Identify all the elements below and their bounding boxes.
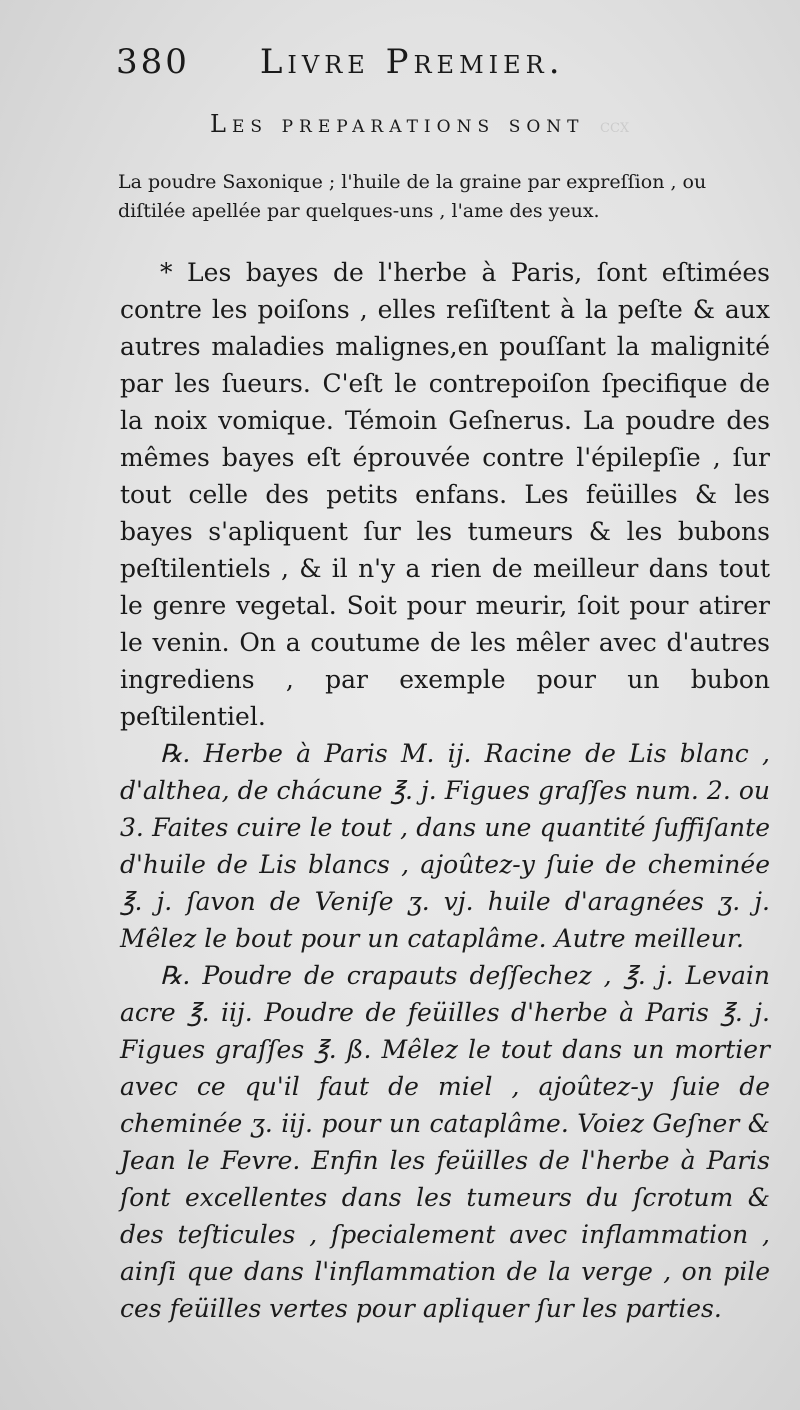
page-number: 380 <box>116 42 190 82</box>
show-through-text: CCX <box>600 121 630 136</box>
running-header <box>116 42 636 82</box>
paragraph-recipe-2: ℞. Poudre de crapauts deſſechez , ℥. j. Levain acre ℥. iij. Poudre de feüilles d'herbe à Paris ℥. j. Figues graſſes ℥. ß. Mêlez le tout dans un mortier avec ce qu'il faut de miel , ajoûtez-y ſuie de cheminée ʒ. iij. pour un cataplâme. Voiez Geſner & Jean le Fevre. Enfin les feüilles de l'herbe à Paris ſont excellentes dans les tumeurs du ſcrotum & des teſticules , ſpecialement avec inflammation , ainſi que dans l'inflammation de la verge , on pile ces feüilles vertes pour apliquer ſur les parties. <box>120 961 770 1323</box>
section-title: Les preparations sont <box>210 110 585 138</box>
paragraph-recipe-1: ℞. Herbe à Paris M. ij. Racine de Lis blanc , d'althea, de chácune ℥. j. Figues graſſes num. 2. ou 3. Faites cuire le tout , dans une quantité ſuffiſante d'huile de Lis blancs , ajoûtez-y ſuie de cheminée ℥. j. ſavon de Veniſe ʒ. vj. huile d'aragnées ʒ. j. Mêlez le bout pour un cataplâme. Autre meilleur. <box>120 739 770 953</box>
running-title: Livre Premier. <box>259 42 565 82</box>
body-text <box>120 254 770 1327</box>
preparations-line: La poudre Saxonique ; l'huile de la graine par expreſſion , ou diſtilée apellée par quelques-uns , l'ame des yeux. <box>118 171 707 222</box>
paragraph-main: * Les bayes de l'herbe à Paris, ſont eſtimées contre les poiſons , elles reſiſtent à la peſte & aux autres maladies malignes,en pouſſant la malignité par les ſueurs. C'eſt le contrepoiſon ſpecifique de la noix vomique. Témoin Geſnerus. La poudre des mêmes bayes eſt éprouvée contre l'épilepſie , ſur tout celle des petits enfans. Les feüilles & les bayes s'apliquent ſur les tumeurs & les bubons peſtilentiels , & il n'y a rien de meilleur dans tout le genre vegetal. Soit pour meurir, ſoit pour atirer le venin. On a coutume de les mêler avec d'autres ingrediens , par exemple pour un bubon peſtilentiel. <box>120 258 770 731</box>
